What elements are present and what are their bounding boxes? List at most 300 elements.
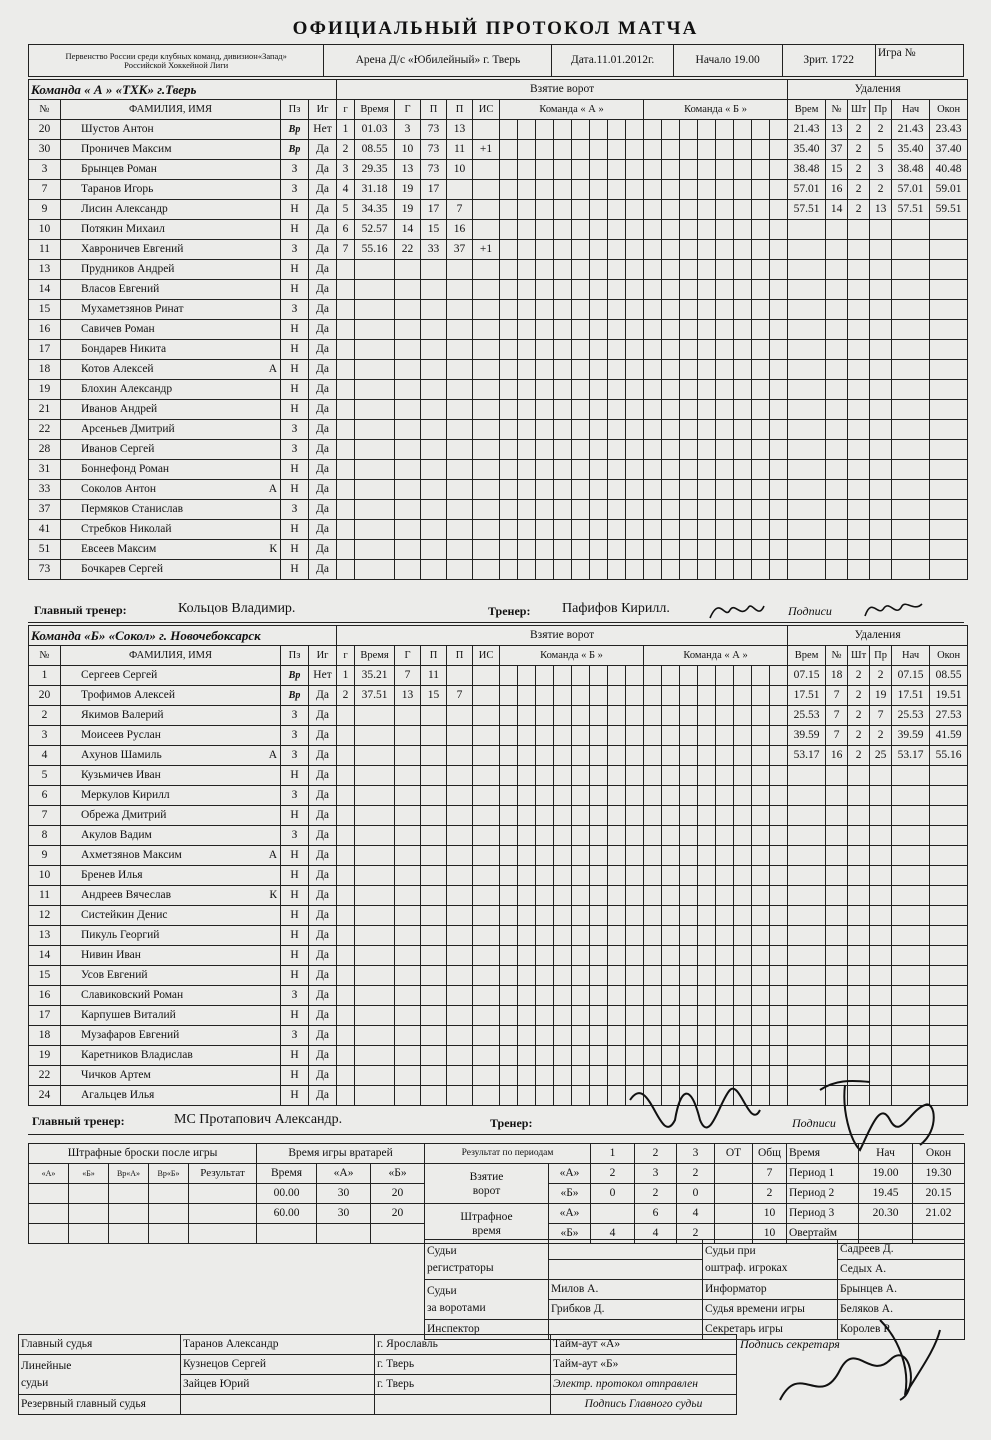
goalie-time-cell: 20 xyxy=(371,1204,425,1224)
grid-cell xyxy=(716,560,734,580)
grid-cell xyxy=(662,786,680,806)
grid-cell xyxy=(608,200,626,220)
grid-cell xyxy=(590,520,608,540)
table-row xyxy=(29,400,968,420)
goal-a2 xyxy=(447,766,473,786)
grid-cell xyxy=(572,220,590,240)
grid-cell xyxy=(536,260,554,280)
grid-cell xyxy=(572,826,590,846)
goal-time xyxy=(355,280,395,300)
grid-cell xyxy=(590,1086,608,1106)
grid-cell xyxy=(500,906,518,926)
player-name: Блохин Александр xyxy=(61,380,281,400)
penalty-time xyxy=(788,866,826,886)
grid-cell xyxy=(500,746,518,766)
grid-cell xyxy=(716,200,734,220)
grid-cell xyxy=(662,866,680,886)
penalty-time xyxy=(788,480,826,500)
grid-cell xyxy=(770,946,788,966)
player-position: Н xyxy=(281,926,309,946)
grid-cell xyxy=(536,846,554,866)
grid-cell xyxy=(500,360,518,380)
period-value: 3 xyxy=(635,1164,677,1184)
goal-g xyxy=(337,460,355,480)
penalty-no: 16 xyxy=(826,746,848,766)
grid-cell xyxy=(698,200,716,220)
col-no: № xyxy=(29,646,61,666)
grid-cell xyxy=(590,806,608,826)
penalty-time xyxy=(788,360,826,380)
grid-cell xyxy=(716,500,734,520)
grid-cell xyxy=(752,480,770,500)
grid-cell xyxy=(500,340,518,360)
goal-time: 31.18 xyxy=(355,180,395,200)
grid-cell xyxy=(518,220,536,240)
grid-cell xyxy=(680,360,698,380)
grid-cell xyxy=(518,140,536,160)
grid-cell xyxy=(554,1006,572,1026)
penalty-min xyxy=(848,320,870,340)
player-position: Н xyxy=(281,846,309,866)
table-row xyxy=(29,826,968,846)
player-plays: Да xyxy=(309,360,337,380)
grid-cell xyxy=(698,746,716,766)
player-plays: Да xyxy=(309,846,337,866)
grid-cell xyxy=(554,120,572,140)
penalty-no xyxy=(826,886,848,906)
grid-cell xyxy=(590,866,608,886)
goal-g: 7 xyxy=(337,240,355,260)
player-name: Трофимов Алексей xyxy=(61,686,281,706)
penalty-no xyxy=(826,360,848,380)
grid-cell xyxy=(680,1006,698,1026)
grid-cell xyxy=(626,966,644,986)
goal-g xyxy=(337,806,355,826)
period-value: 2 xyxy=(677,1224,715,1244)
grid-cell xyxy=(644,380,662,400)
grid-cell xyxy=(770,1006,788,1026)
grid-cell xyxy=(572,460,590,480)
player-number: 10 xyxy=(29,866,61,886)
grid-cell xyxy=(572,500,590,520)
player-plays: Да xyxy=(309,160,337,180)
goal-g xyxy=(337,826,355,846)
grid-cell xyxy=(662,260,680,280)
goal-g xyxy=(337,380,355,400)
grid-cell xyxy=(680,906,698,926)
goal-goal xyxy=(395,746,421,766)
grid-cell xyxy=(500,1046,518,1066)
grid-cell xyxy=(608,380,626,400)
grid-cell xyxy=(662,440,680,460)
table-row xyxy=(29,1006,968,1026)
team-a-head-coach: Кольцов Владимир. xyxy=(178,601,296,616)
linesman-1-city: г. Тверь xyxy=(375,1355,551,1375)
grid-cell xyxy=(662,666,680,686)
player-plays: Да xyxy=(309,140,337,160)
goal-a1 xyxy=(421,866,447,886)
penalty-time: 35.40 xyxy=(788,140,826,160)
player-name: Бренев Илья xyxy=(61,866,281,886)
penalty-no xyxy=(826,420,848,440)
player-position: З xyxy=(281,786,309,806)
table-row xyxy=(29,540,968,560)
grid-cell xyxy=(698,160,716,180)
goal-a2 xyxy=(447,560,473,580)
goal-goal: 3 xyxy=(395,120,421,140)
grid-cell xyxy=(554,380,572,400)
player-plays: Да xyxy=(309,1006,337,1026)
goal-g xyxy=(337,400,355,420)
goal-goal: 13 xyxy=(395,686,421,706)
penalty-start xyxy=(892,560,930,580)
penalty-reason xyxy=(870,826,892,846)
grid-cell xyxy=(680,540,698,560)
grid-cell xyxy=(662,1026,680,1046)
shootout-cell xyxy=(189,1184,257,1204)
period-value: 7 xyxy=(753,1164,787,1184)
grid-cell xyxy=(752,966,770,986)
player-role: А xyxy=(268,749,277,761)
grid-cell xyxy=(590,706,608,726)
goal-goal xyxy=(395,380,421,400)
penalty-no xyxy=(826,986,848,1006)
grid-cell xyxy=(734,160,752,180)
goal-a2: 7 xyxy=(447,686,473,706)
goal-is xyxy=(473,220,500,240)
player-name: Евсеев Максим К xyxy=(61,540,281,560)
grid-cell xyxy=(554,320,572,340)
penalty-reason xyxy=(870,480,892,500)
goal-g: 4 xyxy=(337,180,355,200)
grid-cell xyxy=(716,160,734,180)
grid-cell xyxy=(698,926,716,946)
grid-cell xyxy=(734,280,752,300)
grid-cell xyxy=(500,380,518,400)
grid-cell xyxy=(608,120,626,140)
grid-cell xyxy=(698,540,716,560)
grid-cell xyxy=(572,786,590,806)
penalty-time xyxy=(788,520,826,540)
team-tag: «А» xyxy=(549,1164,591,1184)
table-row xyxy=(29,966,968,986)
grid-cell xyxy=(536,1086,554,1106)
grid-cell xyxy=(716,240,734,260)
grid-cell xyxy=(572,766,590,786)
informator-label: Информатор xyxy=(703,1280,838,1300)
penalty-reason: 3 xyxy=(870,160,892,180)
grid-cell xyxy=(698,946,716,966)
grid-cell xyxy=(590,500,608,520)
goal-is xyxy=(473,926,500,946)
grid-cell xyxy=(554,280,572,300)
grid-cell xyxy=(590,560,608,580)
grid-cell xyxy=(698,240,716,260)
grid-cell xyxy=(608,786,626,806)
penalty-no: 14 xyxy=(826,200,848,220)
grid-cell xyxy=(662,400,680,420)
goal-is xyxy=(473,200,500,220)
grid-cell xyxy=(572,946,590,966)
goal-a1 xyxy=(421,560,447,580)
col-pen-time: Врем xyxy=(788,646,826,666)
grid-cell xyxy=(572,986,590,1006)
penalty-reason: 2 xyxy=(870,666,892,686)
goal-is xyxy=(473,300,500,320)
penalty-end xyxy=(930,946,968,966)
penalty-no xyxy=(826,946,848,966)
grid-cell xyxy=(716,420,734,440)
goal-goal xyxy=(395,1066,421,1086)
penalty-end xyxy=(930,886,968,906)
grid-cell xyxy=(770,140,788,160)
goal-g xyxy=(337,906,355,926)
grid-cell xyxy=(500,886,518,906)
grid-cell xyxy=(644,806,662,826)
period-results-table xyxy=(424,1143,787,1244)
grid-cell xyxy=(680,340,698,360)
penalty-start xyxy=(892,460,930,480)
grid-cell xyxy=(662,706,680,726)
player-number: 7 xyxy=(29,180,61,200)
grid-cell xyxy=(626,766,644,786)
goal-a1 xyxy=(421,806,447,826)
table-row xyxy=(29,1026,968,1046)
grid-cell xyxy=(716,946,734,966)
grid-cell xyxy=(554,360,572,380)
period-end: 19.30 xyxy=(913,1164,965,1184)
penalty-end xyxy=(930,1006,968,1026)
penalty-min xyxy=(848,866,870,886)
table-row xyxy=(29,280,968,300)
grid-cell xyxy=(716,786,734,806)
goal-g xyxy=(337,706,355,726)
player-position: Н xyxy=(281,1086,309,1106)
grid-cell xyxy=(734,200,752,220)
grid-cell xyxy=(590,1026,608,1046)
goal-time xyxy=(355,520,395,540)
grid-cell xyxy=(590,1006,608,1026)
grid-cell xyxy=(500,946,518,966)
goal-time: 01.03 xyxy=(355,120,395,140)
goal-a2: 11 xyxy=(447,140,473,160)
grid-cell xyxy=(518,560,536,580)
grid-cell xyxy=(680,180,698,200)
grid-cell xyxy=(698,340,716,360)
grid-cell xyxy=(698,380,716,400)
penalty-end: 27.53 xyxy=(930,706,968,726)
reserve-referee xyxy=(181,1395,375,1415)
player-number: 6 xyxy=(29,786,61,806)
penalty-end xyxy=(930,320,968,340)
penalty-start xyxy=(892,986,930,1006)
goal-a1 xyxy=(421,1086,447,1106)
grid-cell xyxy=(500,806,518,826)
penalty-time xyxy=(788,886,826,906)
goal-goal xyxy=(395,966,421,986)
goal-g: 2 xyxy=(337,140,355,160)
grid-cell xyxy=(626,746,644,766)
player-plays: Да xyxy=(309,440,337,460)
grid-cell xyxy=(554,180,572,200)
grid-cell xyxy=(698,560,716,580)
goal-is xyxy=(473,460,500,480)
grid-cell xyxy=(536,180,554,200)
grid-cell xyxy=(644,440,662,460)
grid-cell xyxy=(626,806,644,826)
goalie-time-cell: 60.00 xyxy=(257,1204,317,1224)
player-position: З xyxy=(281,746,309,766)
grid-cell xyxy=(500,120,518,140)
grid-cell xyxy=(752,440,770,460)
penalty-time xyxy=(788,500,826,520)
goal-a1 xyxy=(421,480,447,500)
grid-cell xyxy=(590,846,608,866)
penalty-end xyxy=(930,260,968,280)
goal-g: 3 xyxy=(337,160,355,180)
grid-cell xyxy=(680,240,698,260)
player-number: 7 xyxy=(29,806,61,826)
penalty-start xyxy=(892,786,930,806)
secretary-label: Секретарь игры xyxy=(703,1320,838,1340)
goal-time xyxy=(355,500,395,520)
grid-cell xyxy=(500,926,518,946)
grid-cell xyxy=(518,1086,536,1106)
player-name: Музафаров Евгений xyxy=(61,1026,281,1046)
period-end: 21.02 xyxy=(913,1204,965,1224)
goal-time xyxy=(355,360,395,380)
penalty-reason: 25 xyxy=(870,746,892,766)
grid-cell xyxy=(518,1006,536,1026)
goal-g xyxy=(337,846,355,866)
goal-goal xyxy=(395,926,421,946)
grid-cell xyxy=(716,1026,734,1046)
grid-cell xyxy=(662,946,680,966)
penalty-no xyxy=(826,520,848,540)
penalty-reason xyxy=(870,1006,892,1026)
penalty-reason xyxy=(870,460,892,480)
penalty-judges-label: Судьи при оштраф. игроках xyxy=(703,1240,838,1280)
grid-cell xyxy=(734,140,752,160)
penalty-no xyxy=(826,906,848,926)
grid-cell xyxy=(752,846,770,866)
grid-cell xyxy=(590,986,608,1006)
player-plays: Да xyxy=(309,540,337,560)
goal-is xyxy=(473,1086,500,1106)
team-tag: «Б» xyxy=(549,1224,591,1244)
table-row xyxy=(29,726,968,746)
grid-cell xyxy=(590,120,608,140)
goal-time xyxy=(355,440,395,460)
team-a-coach: Пафифов Кирилл. xyxy=(562,601,670,616)
penalty-no xyxy=(826,260,848,280)
grid-cell xyxy=(734,846,752,866)
penalty-time xyxy=(788,420,826,440)
player-number: 11 xyxy=(29,886,61,906)
penalty-start xyxy=(892,480,930,500)
grid-cell xyxy=(554,946,572,966)
penalty-time xyxy=(788,280,826,300)
grid-cell xyxy=(626,1026,644,1046)
grid-cell xyxy=(680,480,698,500)
table-row xyxy=(29,786,968,806)
penalty-time xyxy=(788,906,826,926)
player-plays: Да xyxy=(309,826,337,846)
goal-a1 xyxy=(421,260,447,280)
grid-cell xyxy=(626,500,644,520)
grid-cell xyxy=(770,160,788,180)
team-b-head-coach: МС Протапович Александр. xyxy=(174,1112,343,1127)
goal-a1 xyxy=(421,380,447,400)
player-plays: Да xyxy=(309,886,337,906)
goal-a2 xyxy=(447,1026,473,1046)
grid-cell xyxy=(536,726,554,746)
player-name: Обрежа Дмитрий xyxy=(61,806,281,826)
goal-a2 xyxy=(447,500,473,520)
grid-cell xyxy=(716,706,734,726)
grid-cell xyxy=(716,686,734,706)
grid-cell xyxy=(626,480,644,500)
grid-cell xyxy=(536,140,554,160)
grid-cell xyxy=(518,480,536,500)
grid-cell xyxy=(752,726,770,746)
penalty-time xyxy=(788,560,826,580)
grid-cell xyxy=(608,260,626,280)
goal-a2 xyxy=(447,706,473,726)
grid-cell xyxy=(698,846,716,866)
grid-cell xyxy=(734,906,752,926)
grid-cell xyxy=(644,560,662,580)
goal-a2 xyxy=(447,180,473,200)
penalty-reason xyxy=(870,846,892,866)
goal-a1 xyxy=(421,460,447,480)
player-position: Вр xyxy=(281,666,309,686)
grid-cell xyxy=(626,460,644,480)
penalty-reason: 13 xyxy=(870,200,892,220)
penalty-end xyxy=(930,460,968,480)
grid-cell xyxy=(608,500,626,520)
penalty-end: 23.43 xyxy=(930,120,968,140)
grid-cell xyxy=(734,260,752,280)
grid-cell xyxy=(644,846,662,866)
player-position: Н xyxy=(281,1006,309,1026)
grid-cell xyxy=(536,706,554,726)
col-assist2: П xyxy=(447,100,473,120)
grid-cell xyxy=(590,906,608,926)
table-row xyxy=(29,866,968,886)
penalty-no xyxy=(826,560,848,580)
grid-cell xyxy=(734,866,752,886)
penalty-time xyxy=(788,300,826,320)
grid-cell xyxy=(752,280,770,300)
penalty-start xyxy=(892,866,930,886)
goal-a1 xyxy=(421,846,447,866)
grid-cell xyxy=(752,320,770,340)
goal-goal xyxy=(395,806,421,826)
grid-cell xyxy=(680,786,698,806)
player-number: 13 xyxy=(29,260,61,280)
match-start: Начало 19.00 xyxy=(673,45,782,77)
goal-is xyxy=(473,726,500,746)
col-pen-reason: Пр xyxy=(870,100,892,120)
penalty-reason xyxy=(870,240,892,260)
goal-g xyxy=(337,360,355,380)
penalty-time xyxy=(788,1006,826,1026)
grid-cell xyxy=(752,180,770,200)
goal-goal xyxy=(395,280,421,300)
goal-judge-a: Милов А. xyxy=(549,1280,703,1300)
penalty-reason xyxy=(870,500,892,520)
